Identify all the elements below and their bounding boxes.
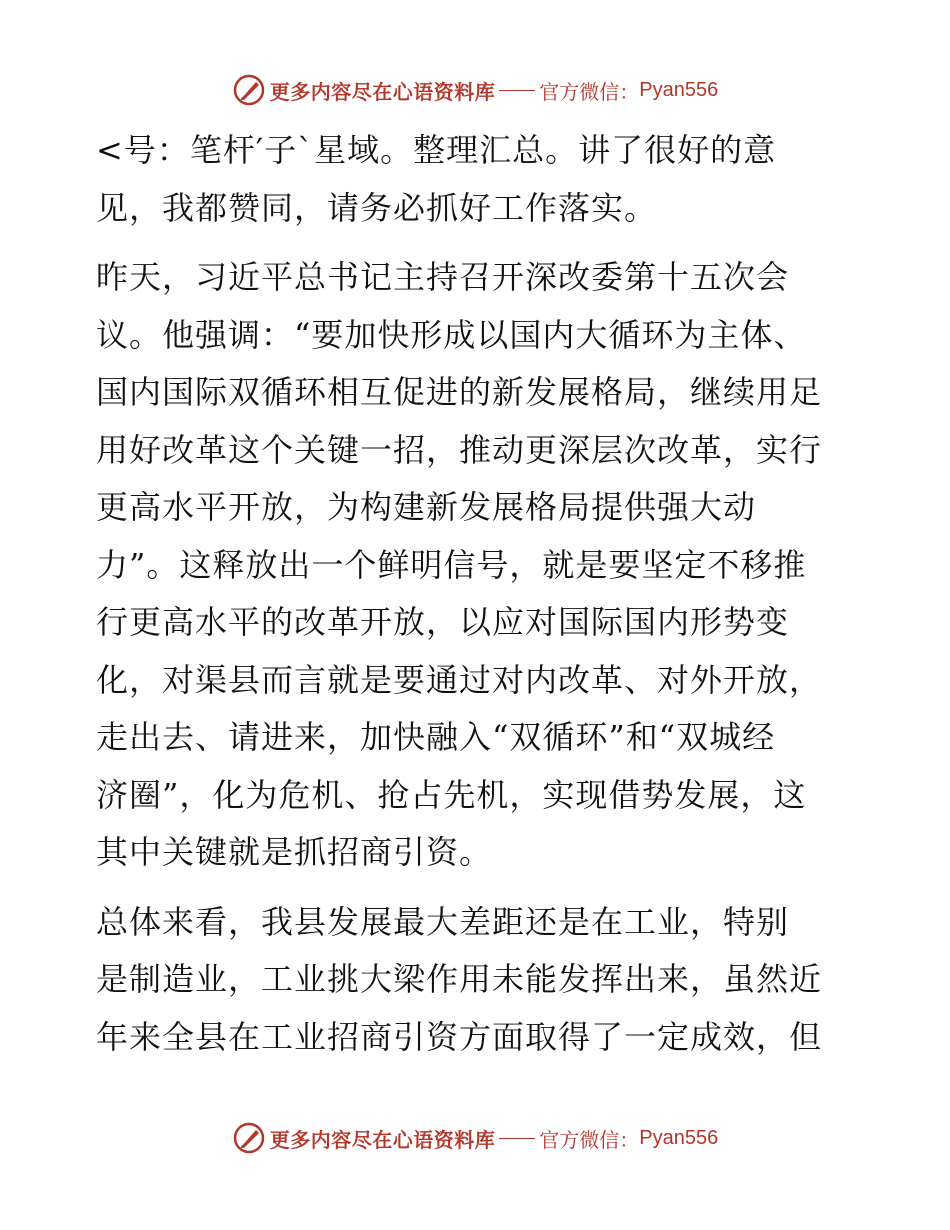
quill-pen-icon	[232, 73, 266, 107]
banner-title: 更多内容尽在心语资料库	[269, 79, 496, 104]
text-line: 济圈”，化为危机、抢占先机，实现借势发展，这	[96, 775, 807, 814]
banner-wechat-label: 官方微信：	[539, 1127, 640, 1152]
footer-watermark-banner	[0, 1118, 950, 1158]
text-line: 是制造业，工业挑大梁作用未能发挥出来，虽然近	[96, 960, 823, 998]
text-line: 行更高水平的改革开放，以应对国际国内形势变	[96, 603, 790, 641]
text-line: 昨天，习近平总书记主持召开深改委第十五次会	[96, 258, 790, 296]
text-line: 见，我都赞同，请务必抓好工作落实。	[96, 188, 658, 227]
text-line: 力”。这释放出一个鲜明信号，就是要坚定不移推	[96, 545, 807, 584]
text-line: 议。他强调：“要加快形成以国内大循环为主体、	[96, 315, 807, 354]
banner-divider	[499, 1138, 535, 1139]
text-line: 年来全县在工业招商引资方面取得了一定成效，但	[96, 1017, 823, 1056]
paragraph-1	[96, 122, 856, 237]
text-line: 用好改革这个关键一招，推动更深层次改革，实行	[96, 430, 823, 469]
banner-wechat-label: 官方微信：	[539, 79, 640, 104]
text-line: 其中关键就是抓招商引资。	[96, 833, 493, 871]
document-body	[96, 122, 856, 1066]
text-line: 化，对渠县而言就是要通过对内改革、对外开放，	[96, 660, 823, 699]
banner-wechat-id: Pyan556	[639, 78, 719, 101]
header-watermark-banner	[0, 70, 950, 110]
text-line: 国内国际双循环相互促进的新发展格局，继续用足	[96, 373, 823, 411]
text-line: 更高水平开放，为构建新发展格局提供强大动	[96, 488, 757, 526]
text-line: 走出去、请进来，加快融入“双循环”和“双城经	[96, 718, 776, 756]
quill-pen-icon	[232, 1121, 266, 1155]
text-line: 总体来看，我县发展最大差距还是在工业，特别	[96, 902, 790, 941]
paragraph-2	[96, 249, 856, 882]
banner-divider	[499, 90, 535, 91]
paragraph-3	[96, 894, 856, 1067]
banner-wechat-id: Pyan556	[639, 1126, 719, 1149]
banner-title: 更多内容尽在心语资料库	[269, 1127, 496, 1152]
text-line: <号：笔杆′子`星域。整理汇总。讲了很好的意	[96, 131, 777, 169]
